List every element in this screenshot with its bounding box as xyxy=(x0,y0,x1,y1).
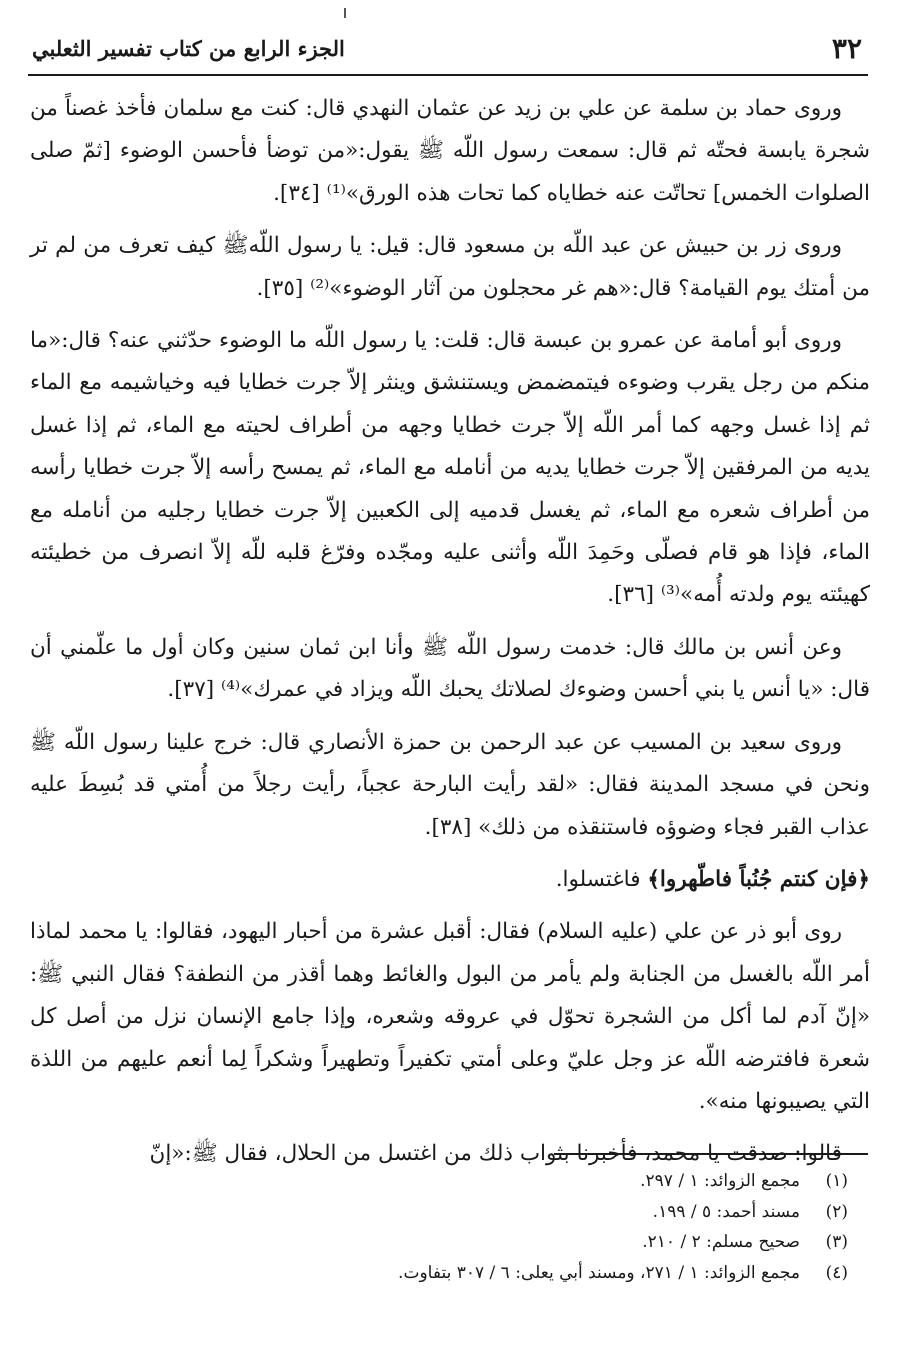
main-text xyxy=(30,88,870,1186)
footnote xyxy=(40,1227,848,1258)
running-title: الجزء الرابع من كتاب تفسير الثعلبي xyxy=(32,36,345,61)
footnote xyxy=(40,1258,848,1289)
paragraph: وعن أنس بن مالك قال: خدمت رسول اللّه ﷺ وأنا ابن ثمان سنين وكان أول ما علّمني أن قال: «يا أنس يا بني أحسن وضوءك لصلاتك يحبك اللّه ويزاد في عمرك»⁽⁴⁾ [٣٧]. xyxy=(30,634,870,703)
footnote-text: صحيح مسلم: ٢ / ٢١٠. xyxy=(642,1232,800,1252)
scan-mark xyxy=(344,8,346,18)
paragraph: روى أبو ذر عن علي (عليه السلام) فقال: أقبل عشرة من أحبار اليهود، فقالوا: يا محمد لماذا أمر اللّه بالغسل من الجنابة ولم يأمر من البول والغائط وهما أقذر من النطفة؟ فقال النبي ﷺ: «إنّ آدم لما أكل من الشجرة تحوّل في عروقه وشعره، وإذا جامع الإنسان نزل من أصل كل شعرة فافترضه اللّه عز وجل عليّ وعلى أمتي تكفيراً وتطهيراً وشكراً لِما أنعم عليهم من اللذة التي يصيبونها منه». xyxy=(30,919,870,1114)
paragraph: وروى حماد بن سلمة عن علي بن زيد عن عثمان النهدي قال: كنت مع سلمان فأخذ غصناً من شجرة يابسة فحتّه ثم قال: سمعت رسول اللّه ﷺ يقول:«من توضأ فأحسن الوضوء [ثمّ صلى الصلوات الخمس] تحاتّت عنه خطاياه كما تحات هذه الورق»⁽¹⁾ [٣٤]. xyxy=(30,96,870,206)
footnote-number: (١) xyxy=(825,1171,848,1191)
footnote-number: (٢) xyxy=(825,1201,848,1222)
paragraph: وروى سعيد بن المسيب عن عبد الرحمن بن حمزة الأنصاري قال: خرج علينا رسول اللّه ﷺ ونحن في مسجد المدينة فقال: «لقد رأيت البارحة عجباً، رأيت رجلاً من أُمتي قد بُسِطَ عليه عذاب القبر فجاء وضوؤه فاستنقذه من ذلك» [٣٨]. xyxy=(30,729,870,840)
footnote-number: (٣) xyxy=(825,1232,848,1252)
page-header xyxy=(28,30,868,76)
page-number: ٣٢ xyxy=(831,32,862,65)
paragraph: وروى أبو أمامة عن عمرو بن عبسة قال: قلت: يا رسول اللّه ما الوضوء حدّثني عنه؟ قال:«ما منكم من رجل يقرب وضوءه فيتمضمض ويستنشق وينثر إلاّ جرت خطايا فيه وخياشيمه مع الماء ثم إذا غسل وجهه كما أمر اللّه إلاّ جرت خطايا وجهه من أطراف لحيته مع الماء، ثم إذا غسل يديه من المرفقين إلاّ جرت خطايا يديه من أنامله مع الماء، ثم يمسح رأسه إلاّ جرت خطايا رأسه من أطراف شعره مع الماء، ثم يغسل قدميه إلى الكعبين إلاّ جرت خطايا رجليه من أنامله مع الماء، فإذا هو قام فصلّى وحَمِدَ اللّه وأثنى عليه ومجّده وفرّغ قلبه للّه إلاّ انصرف من خطيئته كهيئته يوم ولدته أُمه»⁽³⁾ [٣٦]. xyxy=(30,328,870,608)
footnote-text: مجمع الزوائد: ١ / ٢٩٧. xyxy=(640,1171,800,1191)
paragraph: قالوا: صدقت يا محمد، فأخبرنا بثواب ذلك من اغتسل من الحلال، فقال ﷺ:«إنّ xyxy=(149,1141,842,1167)
footnote-number: (٤) xyxy=(825,1262,848,1283)
footnote-text: مجمع الزوائد: ١ / ٢٧١، ومسند أبي يعلى: ٦ / ٣٠٧ بتفاوت. xyxy=(398,1262,800,1283)
footnote-text: مسند أحمد: ٥ / ١٩٩. xyxy=(652,1201,800,1222)
paragraph: وروى زر بن حبيش عن عبد اللّه بن مسعود قال: قيل: يا رسول اللّهﷺ كيف تعرف من لم تر من أمتك يوم القيامة؟ قال:«هم غر محجلون من آثار الوضوء»⁽²⁾ [٣٥]. xyxy=(30,233,870,301)
verse-heading xyxy=(30,859,870,901)
verse-continuation: فاغتسلوا. xyxy=(555,866,648,892)
footnotes xyxy=(40,1166,848,1288)
footnote-divider xyxy=(554,1153,868,1155)
verse-text: ﴿فإن كنتم جُنُباً فاطّهروا﴾ xyxy=(647,866,870,892)
footnote xyxy=(40,1166,848,1197)
footnote xyxy=(40,1197,848,1228)
